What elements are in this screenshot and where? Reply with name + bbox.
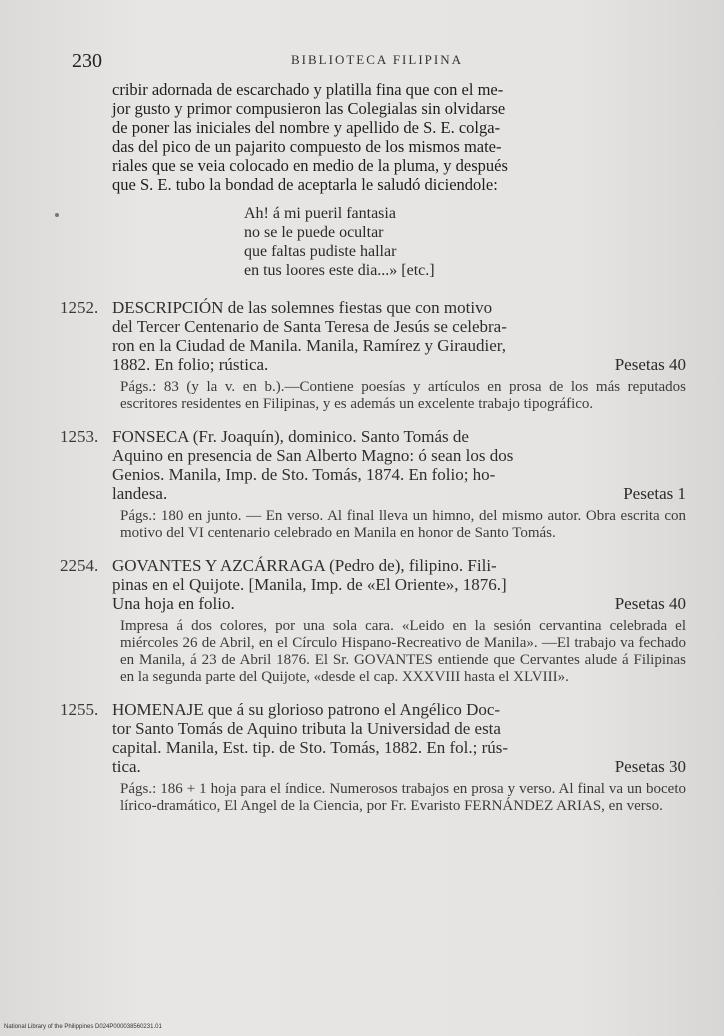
entry-line: del Tercer Centenario de Santa Teresa de Jesús se celebra- (112, 317, 507, 336)
entry-line: Genios. Manila, Imp. de Sto. Tomás, 1874. En folio; ho- (112, 465, 496, 484)
verse-line: en tus loores este dia...» [etc.] (244, 262, 435, 279)
text-line: cribir adornada de escarchado y platilla fina que con el me- (112, 80, 504, 99)
price-line (112, 757, 686, 776)
text-line: jor gusto y primor compusieron las Colegialas sin olvidarse (112, 99, 506, 118)
entry-line: DESCRIPCIÓN de las solemnes fiestas que con motivo (112, 298, 493, 317)
entry-heading (60, 298, 686, 355)
entry-price: Pesetas 40 (614, 594, 686, 613)
entry-heading (60, 700, 686, 757)
entry-last-line: Una hoja en folio. (112, 594, 235, 613)
bibliography-entry (60, 298, 686, 413)
text-line: de poner las iniciales del nombre y apellido de S. E. colga- (112, 118, 501, 137)
page-header (72, 50, 682, 74)
price-line (112, 594, 686, 613)
verse-line: Ah! á mi pueril fantasia (244, 205, 396, 222)
entry-line: FONSECA (Fr. Joaquín), dominico. Santo Tomás de (112, 427, 469, 446)
verse-line: que faltas pudiste hallar (244, 243, 397, 260)
entry-last-line: tica. (112, 757, 141, 776)
entry-price: Pesetas 1 (623, 484, 686, 503)
entry-number: 2254. (60, 556, 99, 575)
entry-line: pinas en el Quijote. [Manila, Imp. de «El Oriente», 1876.] (112, 575, 507, 594)
verse-line: no se le puede ocultar (244, 224, 384, 241)
entry-heading (60, 556, 686, 594)
entry-number: 1255. (60, 700, 99, 719)
entry-price: Pesetas 30 (614, 757, 686, 776)
bibliography-entry (60, 427, 686, 542)
entry-number: 1253. (60, 427, 99, 446)
text-line: das del pico de un pajarito compuesto de los mismos mate- (112, 137, 502, 156)
entry-note: Págs.: 186 + 1 hoja para el índice. Numerosos trabajos en prosa y verso. Al final va un boceto lírico-dramático, El Angel de la Ciencia, por Fr. Evaristo FERNÁNDEZ ARIAS, en verso. (120, 781, 686, 814)
ink-speck (55, 213, 59, 217)
entry-line: capital. Manila, Est. tip. de Sto. Tomás, 1882. En fol.; rús- (112, 738, 509, 757)
page-number: 230 (72, 50, 102, 72)
page-body (60, 80, 686, 815)
entry-note: Págs.: 180 en junto. — En verso. Al final lleva un himno, del mismo autor. Obra escrita con motivo del VI centenario celebrado en Manila en honor de Santo Tomás. (120, 508, 686, 541)
text-line: riales que se veia colocado en medio de la pluma, y después (112, 156, 508, 175)
entry-last-line: 1882. En folio; rústica. (112, 355, 269, 374)
entry-line: tor Santo Tomás de Aquino tributa la Universidad de esta (112, 719, 501, 738)
scan-footer: National Library of the Philippines D024P000038560231.01 (4, 1024, 162, 1030)
text-line: que S. E. tubo la bondad de aceptarla le saludó diciendole: (112, 175, 498, 194)
bibliography-entry (60, 700, 686, 815)
entry-line: Aquino en presencia de San Alberto Magno: ó sean los dos (112, 446, 514, 465)
entry-number: 1252. (60, 298, 99, 317)
verse-block (244, 204, 686, 280)
price-line (112, 484, 686, 503)
entry-line: GOVANTES Y AZCÁRRAGA (Pedro de), filipino. Fili- (112, 556, 497, 575)
bibliography-entry (60, 556, 686, 686)
continuation-paragraph (112, 80, 686, 194)
entry-line: ron en la Ciudad de Manila. Manila, Ramírez y Giraudier, (112, 336, 506, 355)
entry-last-line: landesa. (112, 484, 168, 503)
entry-heading (60, 427, 686, 484)
entry-price: Pesetas 40 (614, 355, 686, 374)
price-line (112, 355, 686, 374)
entry-line: HOMENAJE que á su glorioso patrono el Angélico Doc- (112, 700, 501, 719)
entry-note: Impresa á dos colores, por una sola cara. «Leido en la sesión cervantina celebrada el miércoles 26 de Abril, en el Círculo Hispano-Recreativo de Manila». —El trabajo va fechado en Manila, á 23 de Abril 1876. El Sr. GOVANTES entiende que Cervantes alude á Filipinas en la segunda parte del Quijote, «desde el cap. XXXVIII hasta el XLVIII». (120, 618, 686, 685)
running-title: BIBLIOTECA FILIPINA (291, 52, 463, 67)
entry-note: Págs.: 83 (y la v. en b.).—Contiene poesías y artículos en prosa de los más reputados escritores residentes en Filipinas, y es además un excelente trabajo tipográfico. (120, 379, 686, 412)
